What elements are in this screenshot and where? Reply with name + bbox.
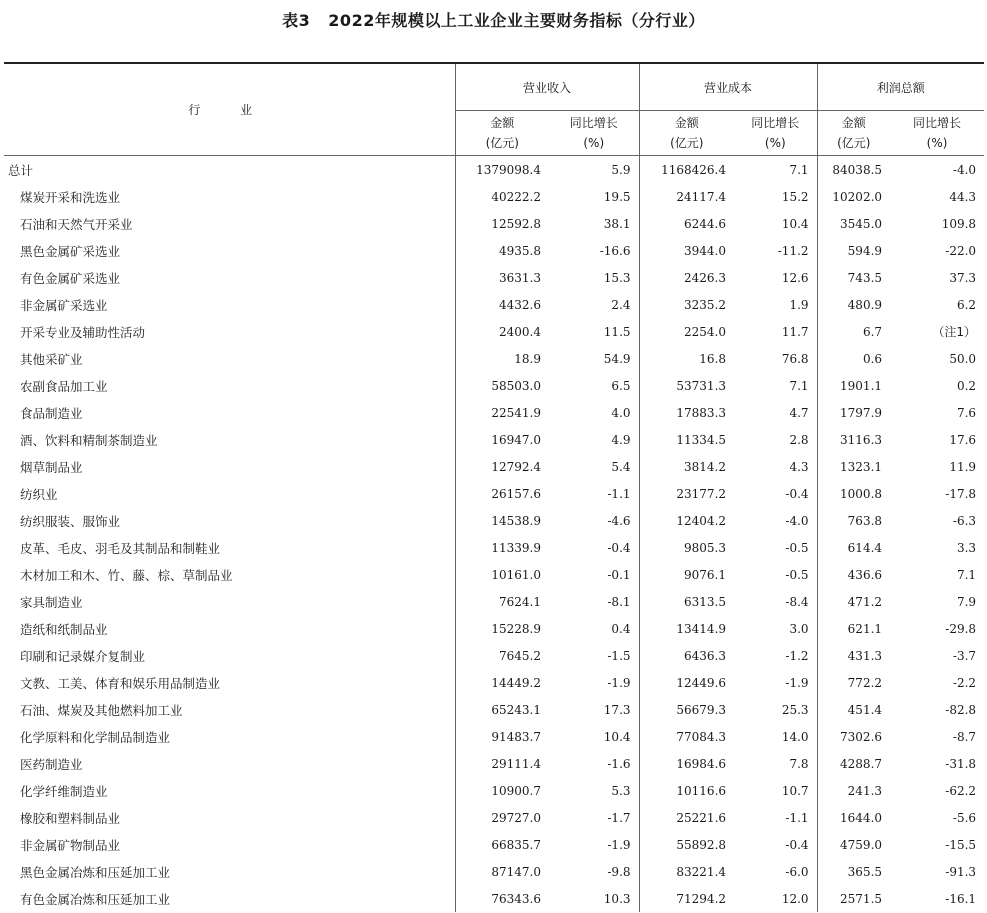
industry-name-cell: 酒、饮料和精制茶制造业 bbox=[4, 426, 455, 453]
revenue-amount-cell: 66835.7 bbox=[491, 837, 541, 852]
table-caption: 2022年规模以上工业企业主要财务指标（分行业） bbox=[328, 11, 705, 30]
cost-amount-cell: 53731.3 bbox=[676, 378, 727, 393]
revenue-amount-cell: 10161.0 bbox=[491, 567, 541, 582]
industry-name-cell: 木材加工和木、竹、藤、棕、草制品业 bbox=[4, 561, 455, 588]
revenue-amount-cell: 65243.1 bbox=[491, 702, 541, 717]
financial-table bbox=[4, 62, 984, 912]
revenue-growth-cell: 4.9 bbox=[549, 426, 639, 453]
cost-growth-cell: 4.3 bbox=[734, 453, 817, 480]
industry-name-cell: 黑色金属冶炼和压延加工业 bbox=[4, 858, 455, 885]
cost-amount-cell: 3944.0 bbox=[684, 243, 727, 258]
table-row bbox=[4, 804, 984, 831]
cost-growth-cell: -4.0 bbox=[734, 507, 817, 534]
profit-amount-cell: 772.2 bbox=[847, 675, 883, 690]
profit-amount-cell: 3545.0 bbox=[840, 216, 883, 231]
revenue-amount-cell: 18.9 bbox=[514, 351, 541, 366]
cost-growth-cell: 10.7 bbox=[734, 777, 817, 804]
cost-growth-cell: 4.7 bbox=[734, 399, 817, 426]
table-row bbox=[4, 696, 984, 723]
profit-growth-cell: -16.1 bbox=[945, 891, 977, 906]
revenue-growth-cell: -4.6 bbox=[549, 507, 639, 534]
profit-growth-cell: -2.2 bbox=[952, 675, 977, 690]
profit-growth-cell: 7.9 bbox=[956, 594, 977, 609]
table-title bbox=[0, 8, 987, 31]
cost-growth-cell: 12.6 bbox=[734, 264, 817, 291]
cost-amount-cell: 23177.2 bbox=[676, 486, 727, 501]
cost-amount-cell: 3235.2 bbox=[684, 297, 727, 312]
cost-header: 营业成本 bbox=[639, 63, 817, 111]
revenue-amount-cell: 15228.9 bbox=[491, 621, 541, 636]
profit-growth-cell: （注1） bbox=[932, 325, 977, 339]
revenue-amount-cell: 40222.2 bbox=[491, 189, 541, 204]
industry-name-cell: 皮革、毛皮、羽毛及其制品和制鞋业 bbox=[4, 534, 455, 561]
profit-growth-cell: 17.6 bbox=[949, 432, 977, 447]
cost-amount-cell: 71294.2 bbox=[676, 891, 727, 906]
profit-growth-cell: 3.3 bbox=[956, 540, 977, 555]
table-row bbox=[4, 750, 984, 777]
industry-name-cell: 家具制造业 bbox=[4, 588, 455, 615]
table-row bbox=[4, 669, 984, 696]
profit-growth-cell: 0.2 bbox=[956, 378, 977, 393]
industry-name-cell: 烟草制品业 bbox=[4, 453, 455, 480]
cost-amount-cell: 25221.6 bbox=[676, 810, 727, 825]
profit-growth-cell: -82.8 bbox=[945, 702, 977, 717]
cost-growth-cell: -1.9 bbox=[734, 669, 817, 696]
table-row bbox=[4, 507, 984, 534]
revenue-growth-cell: 5.3 bbox=[549, 777, 639, 804]
table-row bbox=[4, 831, 984, 858]
cost-amount-cell: 3814.2 bbox=[684, 459, 727, 474]
revenue-growth-cell: -16.6 bbox=[549, 237, 639, 264]
table-row bbox=[4, 264, 984, 291]
industry-name-cell: 纺织业 bbox=[4, 480, 455, 507]
profit-growth-cell: -29.8 bbox=[945, 621, 977, 636]
industry-name-cell: 农副食品加工业 bbox=[4, 372, 455, 399]
profit-growth-cell: -62.2 bbox=[945, 783, 977, 798]
cost-amount-cell: 10116.6 bbox=[676, 783, 727, 798]
cost-amount-cell: 6436.3 bbox=[684, 648, 727, 663]
industry-name-cell: 造纸和纸制品业 bbox=[4, 615, 455, 642]
profit-amount-cell: 471.2 bbox=[847, 594, 883, 609]
revenue-amount-cell: 29111.4 bbox=[491, 756, 541, 771]
profit-amount-cell: 3116.3 bbox=[840, 432, 883, 447]
table-row bbox=[4, 399, 984, 426]
industry-name-cell: 文教、工美、体育和娱乐用品制造业 bbox=[4, 669, 455, 696]
profit-growth-cell: -6.3 bbox=[952, 513, 977, 528]
revenue-growth-cell: 19.5 bbox=[549, 183, 639, 210]
industry-name-cell: 有色金属冶炼和压延加工业 bbox=[4, 885, 455, 912]
cost-growth-cell: -0.4 bbox=[734, 480, 817, 507]
profit-growth-cell: -8.7 bbox=[952, 729, 977, 744]
industry-header: 行 业 bbox=[4, 63, 455, 156]
table-row bbox=[4, 183, 984, 210]
cost-amount-cell: 2254.0 bbox=[684, 324, 727, 339]
profit-amount-cell: 6.7 bbox=[862, 324, 883, 339]
industry-name-cell: 其他采矿业 bbox=[4, 345, 455, 372]
table-row bbox=[4, 858, 984, 885]
cost-amount-cell: 83221.4 bbox=[676, 864, 727, 879]
revenue-growth-cell: -8.1 bbox=[549, 588, 639, 615]
industry-name-cell: 橡胶和塑料制品业 bbox=[4, 804, 455, 831]
cost-growth-cell: 10.4 bbox=[734, 210, 817, 237]
revenue-amount-cell: 14449.2 bbox=[491, 675, 541, 690]
profit-growth-cell: 6.2 bbox=[956, 297, 977, 312]
industry-name-cell: 非金属矿物制品业 bbox=[4, 831, 455, 858]
revenue-amount-cell: 76343.6 bbox=[491, 891, 541, 906]
cost-amount-cell: 55892.8 bbox=[676, 837, 727, 852]
revenue-amount-cell: 7645.2 bbox=[499, 648, 541, 663]
profit-header: 利润总额 bbox=[817, 63, 984, 111]
revenue-growth-cell: -9.8 bbox=[549, 858, 639, 885]
revenue-amount-cell: 29727.0 bbox=[491, 810, 541, 825]
revenue-amount-cell: 1379098.4 bbox=[476, 162, 541, 177]
cost-amount-cell: 9805.3 bbox=[684, 540, 727, 555]
revenue-growth-cell: 6.5 bbox=[549, 372, 639, 399]
industry-name-cell: 总计 bbox=[4, 156, 455, 184]
cost-growth-cell: -0.5 bbox=[734, 561, 817, 588]
revenue-amount-cell: 4935.8 bbox=[499, 243, 541, 258]
industry-name-cell: 医药制造业 bbox=[4, 750, 455, 777]
industry-name-cell: 石油、煤炭及其他燃料加工业 bbox=[4, 696, 455, 723]
cost-growth-cell: 2.8 bbox=[734, 426, 817, 453]
table-row bbox=[4, 777, 984, 804]
cost-amount-cell: 77084.3 bbox=[676, 729, 727, 744]
revenue-amount-cell: 2400.4 bbox=[499, 324, 541, 339]
profit-amount-cell: 1000.8 bbox=[840, 486, 883, 501]
revenue-growth-cell: 10.3 bbox=[549, 885, 639, 912]
cost-growth-cell: 1.9 bbox=[734, 291, 817, 318]
cost-amount-cell: 12404.2 bbox=[676, 513, 727, 528]
profit-amount-cell: 84038.5 bbox=[832, 162, 883, 177]
table-body bbox=[4, 156, 984, 913]
table-row bbox=[4, 723, 984, 750]
revenue-amount-cell: 11339.9 bbox=[491, 540, 541, 555]
revenue-growth-cell: -0.1 bbox=[549, 561, 639, 588]
revenue-amount-cell: 91483.7 bbox=[491, 729, 541, 744]
profit-growth-cell: 11.9 bbox=[949, 459, 977, 474]
revenue-amount-cell: 58503.0 bbox=[491, 378, 541, 393]
industry-name-cell: 石油和天然气开采业 bbox=[4, 210, 455, 237]
table-row bbox=[4, 615, 984, 642]
revenue-growth-cell: -1.1 bbox=[549, 480, 639, 507]
revenue-growth-cell: 2.4 bbox=[549, 291, 639, 318]
industry-name-cell: 有色金属矿采选业 bbox=[4, 264, 455, 291]
revenue-growth-cell: -1.5 bbox=[549, 642, 639, 669]
profit-amount-cell: 621.1 bbox=[847, 621, 883, 636]
industry-name-cell: 非金属矿采选业 bbox=[4, 291, 455, 318]
cost-growth-cell: 3.0 bbox=[734, 615, 817, 642]
profit-growth-cell: -4.0 bbox=[952, 162, 977, 177]
cost-amount-cell: 9076.1 bbox=[684, 567, 727, 582]
revenue-growth-cell: -1.6 bbox=[549, 750, 639, 777]
profit-growth-cell: -17.8 bbox=[945, 486, 977, 501]
table-row bbox=[4, 210, 984, 237]
cost-growth-cell: 7.8 bbox=[734, 750, 817, 777]
profit-amount-cell: 365.5 bbox=[847, 864, 883, 879]
profit-amount-cell: 1644.0 bbox=[840, 810, 883, 825]
table-row bbox=[4, 453, 984, 480]
profit-amount-cell: 2571.5 bbox=[840, 891, 883, 906]
revenue-amount-cell: 87147.0 bbox=[491, 864, 541, 879]
cost-growth-cell: -6.0 bbox=[734, 858, 817, 885]
revenue-growth-cell: 54.9 bbox=[549, 345, 639, 372]
cost-amount-cell: 11334.5 bbox=[676, 432, 727, 447]
total-row bbox=[4, 156, 984, 184]
cost-growth-cell: -8.4 bbox=[734, 588, 817, 615]
profit-amount-cell: 451.4 bbox=[847, 702, 883, 717]
cost-growth-header: 同比增长 (%) bbox=[734, 111, 817, 156]
table-row bbox=[4, 372, 984, 399]
revenue-growth-cell: 38.1 bbox=[549, 210, 639, 237]
profit-amount-cell: 431.3 bbox=[847, 648, 883, 663]
profit-amount-cell: 436.6 bbox=[847, 567, 883, 582]
profit-growth-cell: 7.6 bbox=[956, 405, 977, 420]
revenue-amount-cell: 12592.8 bbox=[491, 216, 541, 231]
profit-amount-cell: 1797.9 bbox=[840, 405, 883, 420]
revenue-growth-header: 同比增长 (%) bbox=[549, 111, 639, 156]
revenue-amount-cell: 3631.3 bbox=[499, 270, 541, 285]
profit-growth-cell: -31.8 bbox=[945, 756, 977, 771]
cost-growth-cell: 15.2 bbox=[734, 183, 817, 210]
profit-amount-cell: 4759.0 bbox=[840, 837, 883, 852]
cost-growth-cell: -0.4 bbox=[734, 831, 817, 858]
revenue-growth-cell: 0.4 bbox=[549, 615, 639, 642]
cost-amount-header: 金额 (亿元) bbox=[639, 111, 734, 156]
cost-growth-cell: 76.8 bbox=[734, 345, 817, 372]
cost-amount-cell: 16984.6 bbox=[676, 756, 727, 771]
revenue-growth-cell: -1.9 bbox=[549, 831, 639, 858]
table-row bbox=[4, 345, 984, 372]
industry-name-cell: 印刷和记录媒介复制业 bbox=[4, 642, 455, 669]
revenue-amount-cell: 16947.0 bbox=[491, 432, 541, 447]
industry-name-cell: 化学原料和化学制品制造业 bbox=[4, 723, 455, 750]
table-header bbox=[4, 63, 984, 156]
profit-amount-cell: 480.9 bbox=[847, 297, 883, 312]
revenue-growth-cell: -1.7 bbox=[549, 804, 639, 831]
revenue-amount-header: 金额 (亿元) bbox=[455, 111, 549, 156]
profit-amount-cell: 1323.1 bbox=[840, 459, 883, 474]
cost-growth-cell: 7.1 bbox=[734, 372, 817, 399]
cost-amount-cell: 17883.3 bbox=[676, 405, 727, 420]
cost-growth-cell: 14.0 bbox=[734, 723, 817, 750]
revenue-header: 营业收入 bbox=[455, 63, 639, 111]
table-row bbox=[4, 885, 984, 912]
revenue-growth-cell: 5.4 bbox=[549, 453, 639, 480]
cost-amount-cell: 16.8 bbox=[699, 351, 727, 366]
revenue-amount-cell: 10900.7 bbox=[491, 783, 541, 798]
profit-growth-cell: 50.0 bbox=[949, 351, 977, 366]
revenue-amount-cell: 14538.9 bbox=[491, 513, 541, 528]
table-row bbox=[4, 426, 984, 453]
profit-amount-cell: 1901.1 bbox=[840, 378, 883, 393]
profit-amount-cell: 594.9 bbox=[847, 243, 883, 258]
industry-name-cell: 黑色金属矿采选业 bbox=[4, 237, 455, 264]
cost-amount-cell: 24117.4 bbox=[676, 189, 727, 204]
revenue-amount-cell: 22541.9 bbox=[491, 405, 541, 420]
revenue-amount-cell: 12792.4 bbox=[491, 459, 541, 474]
cost-amount-cell: 6244.6 bbox=[684, 216, 727, 231]
table-row bbox=[4, 318, 984, 345]
industry-name-cell: 食品制造业 bbox=[4, 399, 455, 426]
revenue-growth-cell: 4.0 bbox=[549, 399, 639, 426]
profit-amount-cell: 7302.6 bbox=[840, 729, 883, 744]
cost-growth-cell: -11.2 bbox=[734, 237, 817, 264]
cost-amount-cell: 6313.5 bbox=[684, 594, 727, 609]
revenue-growth-cell: -0.4 bbox=[549, 534, 639, 561]
profit-amount-cell: 614.4 bbox=[847, 540, 883, 555]
profit-growth-cell: -3.7 bbox=[952, 648, 977, 663]
revenue-growth-cell: 11.5 bbox=[549, 318, 639, 345]
profit-amount-cell: 0.6 bbox=[862, 351, 883, 366]
table-row bbox=[4, 561, 984, 588]
table-row bbox=[4, 291, 984, 318]
profit-amount-cell: 743.5 bbox=[847, 270, 883, 285]
cost-growth-cell: -1.1 bbox=[734, 804, 817, 831]
cost-amount-cell: 56679.3 bbox=[676, 702, 727, 717]
revenue-growth-cell: -1.9 bbox=[549, 669, 639, 696]
profit-growth-cell: 109.8 bbox=[941, 216, 977, 231]
profit-growth-header: 同比增长 (%) bbox=[890, 111, 984, 156]
industry-name-cell: 煤炭开采和洗选业 bbox=[4, 183, 455, 210]
profit-amount-cell: 10202.0 bbox=[832, 189, 883, 204]
profit-growth-cell: -22.0 bbox=[945, 243, 977, 258]
cost-amount-cell: 2426.3 bbox=[684, 270, 727, 285]
profit-amount-cell: 241.3 bbox=[847, 783, 883, 798]
table-row bbox=[4, 642, 984, 669]
profit-growth-cell: 44.3 bbox=[949, 189, 977, 204]
cost-amount-cell: 12449.6 bbox=[676, 675, 727, 690]
cost-growth-cell: -1.2 bbox=[734, 642, 817, 669]
table-row bbox=[4, 588, 984, 615]
revenue-growth-cell: 5.9 bbox=[549, 156, 639, 184]
table-row bbox=[4, 237, 984, 264]
revenue-amount-cell: 7624.1 bbox=[499, 594, 541, 609]
revenue-amount-cell: 26157.6 bbox=[491, 486, 541, 501]
profit-growth-cell: -5.6 bbox=[952, 810, 977, 825]
table-row bbox=[4, 480, 984, 507]
table-row bbox=[4, 534, 984, 561]
profit-growth-cell: -15.5 bbox=[945, 837, 977, 852]
cost-growth-cell: 25.3 bbox=[734, 696, 817, 723]
profit-growth-cell: 37.3 bbox=[949, 270, 977, 285]
table-number: 表3 bbox=[282, 11, 311, 30]
profit-amount-cell: 763.8 bbox=[847, 513, 883, 528]
cost-growth-cell: 7.1 bbox=[734, 156, 817, 184]
cost-growth-cell: 12.0 bbox=[734, 885, 817, 912]
profit-amount-cell: 4288.7 bbox=[840, 756, 883, 771]
revenue-growth-cell: 10.4 bbox=[549, 723, 639, 750]
revenue-growth-cell: 15.3 bbox=[549, 264, 639, 291]
profit-amount-header: 金额 (亿元) bbox=[817, 111, 890, 156]
revenue-amount-cell: 4432.6 bbox=[499, 297, 541, 312]
revenue-growth-cell: 17.3 bbox=[549, 696, 639, 723]
cost-growth-cell: 11.7 bbox=[734, 318, 817, 345]
profit-growth-cell: 7.1 bbox=[956, 567, 977, 582]
cost-growth-cell: -0.5 bbox=[734, 534, 817, 561]
industry-name-cell: 纺织服装、服饰业 bbox=[4, 507, 455, 534]
profit-growth-cell: -91.3 bbox=[945, 864, 977, 879]
industry-name-cell: 化学纤维制造业 bbox=[4, 777, 455, 804]
cost-amount-cell: 13414.9 bbox=[676, 621, 727, 636]
cost-amount-cell: 1168426.4 bbox=[661, 162, 727, 177]
industry-name-cell: 开采专业及辅助性活动 bbox=[4, 318, 455, 345]
